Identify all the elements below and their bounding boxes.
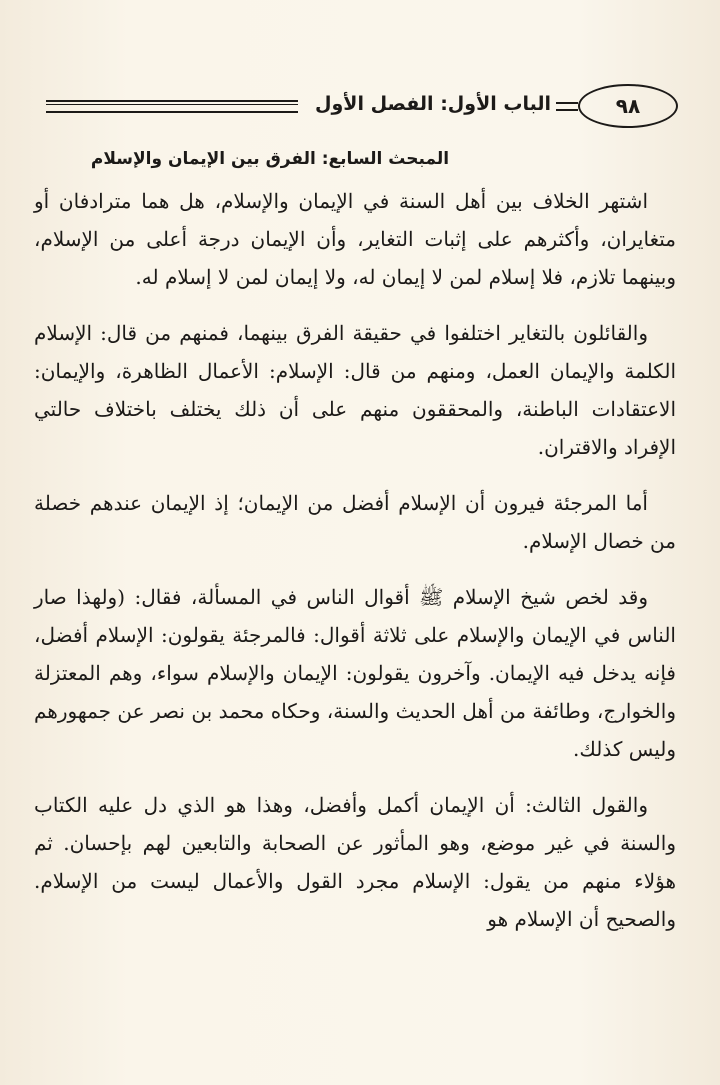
paragraph: وقد لخص شيخ الإسلام ﷺ أقوال الناس في المسألة، فقال: (ولهذا صار الناس في الإيمان والإسلام على ثلاثة أقوال: فالمرجئة يقولون: الإسلام أفضل، فإنه يدخل فيه الإيمان. وآخرون يقولون: الإيمان والإسلام سواء، وهم المعتزلة والخوارج، وطائفة من أهل الحديث والسنة، وحكاه محمد بن نصر عن جمهورهم وليس كذلك. [34, 585, 676, 761]
header-rule-short [556, 102, 578, 111]
page-number: ٩٨ [578, 84, 678, 128]
paragraph: اشتهر الخلاف بين أهل السنة في الإيمان والإسلام، هل هما مترادفان أو متغايران، وأكثرهم على إثبات التغاير، وأن الإيمان درجة أعلى من الإسلام، وبينهما تلازم، فلا إسلام لمن لا إيمان له، ولا إيمان لمن لا إسلام له. [34, 189, 676, 289]
paragraph: أما المرجئة فيرون أن الإسلام أفضل من الإيمان؛ إذ الإيمان عندهم خصلة من خصال الإسلام. [34, 491, 676, 553]
page-header [46, 82, 686, 132]
paragraph: والقائلون بالتغاير اختلفوا في حقيقة الفرق بينهما، فمنهم من قال: الإسلام الكلمة والإيمان العمل، ومنهم من قال: الإسلام: الأعمال الظاهرة، والإيمان: الاعتقادات الباطنة، والمحققون منهم على أن ذلك يختلف باختلاف حالتي الإفراد والاقتران. [34, 321, 676, 459]
header-rule [46, 100, 298, 113]
section-heading: المبحث السابع: الفرق بين الإيمان والإسلام [90, 149, 450, 169]
body-text [34, 182, 676, 938]
running-title: الباب الأول: الفصل الأول [315, 93, 551, 115]
paragraph: والقول الثالث: أن الإيمان أكمل وأفضل، وهذا هو الذي دل عليه الكتاب والسنة في غير موضع، وهو المأثور عن الصحابة والتابعين لهم بإحسان. ثم هؤلاء منهم من يقول: الإسلام مجرد القول والأعمال ليست من الإسلام. والصحيح أن الإسلام هو [34, 793, 676, 931]
